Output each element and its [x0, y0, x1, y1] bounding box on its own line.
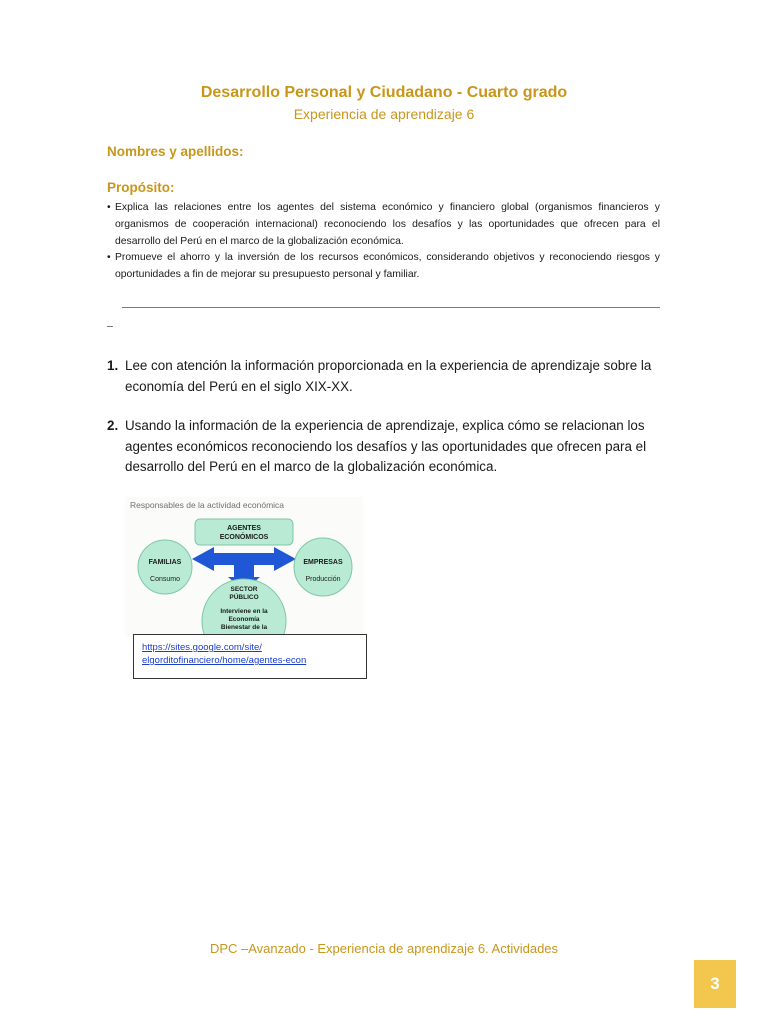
companies-sublabel: Producción [305, 576, 341, 583]
page-number-badge: 3 [694, 960, 736, 1008]
document-title: Desarrollo Personal y Ciudadano - Cuarto grado [200, 84, 568, 101]
purpose-item: • Promueve el ahorro y la inversión de los recursos económicos, considerando objetivos y reconociendo riesgos y oportunidades a fin de mejorar su presupuesto personal y familiar. [107, 250, 660, 284]
public-sector-sublabel: Economía [228, 616, 260, 623]
diagram-svg [125, 497, 363, 637]
purpose-list [107, 200, 660, 284]
source-link-line: elgorditofinanciero/home/agentes-econ [142, 655, 307, 666]
question-number: 2. [107, 418, 119, 433]
public-sector-label: PÚBLICO [229, 594, 259, 601]
question-2 [107, 416, 663, 478]
purpose-item: • Explica las relaciones entre los agentes del sistema económico y financiero global (organismos financieros y organismos de cooperación internacional) reconociendo los desafíos y las oportunidades que ofrecen para el desarrollo del Perú en el marco de la globalización económica. [107, 200, 660, 250]
page-footer: DPC –Avanzado - Experiencia de aprendizaje 6. Actividades [209, 941, 559, 956]
families-label: FAMILIAS [148, 559, 182, 566]
agents-box-label: ECONÓMICOS [219, 534, 269, 541]
names-label: Nombres y apellidos: [107, 144, 244, 159]
source-link[interactable] [142, 641, 358, 654]
source-link-continued[interactable] [142, 654, 358, 667]
companies-circle [294, 538, 352, 596]
families-circle [138, 540, 192, 594]
purpose-label: Propósito: [107, 180, 175, 195]
agents-box-label: AGENTES [227, 525, 261, 532]
agents-box [195, 519, 293, 545]
source-link-box [133, 634, 367, 679]
families-sublabel: Consumo [150, 576, 180, 583]
diagram-caption: Responsables de la actividad económica [130, 500, 285, 510]
source-link-line: https://sites.google.com/site/ [142, 642, 262, 653]
public-sector-sublabel: Bienestar de la [220, 624, 268, 631]
public-sector-sublabel: Interviene en la [220, 608, 268, 615]
document-subtitle: Experiencia de aprendizaje 6 [293, 106, 475, 122]
public-sector-label: SECTOR [230, 586, 258, 593]
question-text: Usando la información de la experiencia de aprendizaje, explica cómo se relacionan los agentes económicos reconociendo los desafíos y las oportunidades que ofrecen para el desarrollo del Perú en el marco de la globalización económica. [125, 418, 647, 474]
answer-line [122, 307, 660, 308]
companies-label: EMPRESAS [303, 559, 343, 566]
answer-line-continuation [107, 326, 113, 327]
question-number: 1. [107, 358, 119, 373]
question-1 [107, 356, 663, 397]
question-text: Lee con atención la información proporcionada en la experiencia de aprendizaje sobre la economía del Perú en el siglo XIX-XX. [125, 358, 652, 394]
economic-agents-diagram [125, 497, 363, 637]
